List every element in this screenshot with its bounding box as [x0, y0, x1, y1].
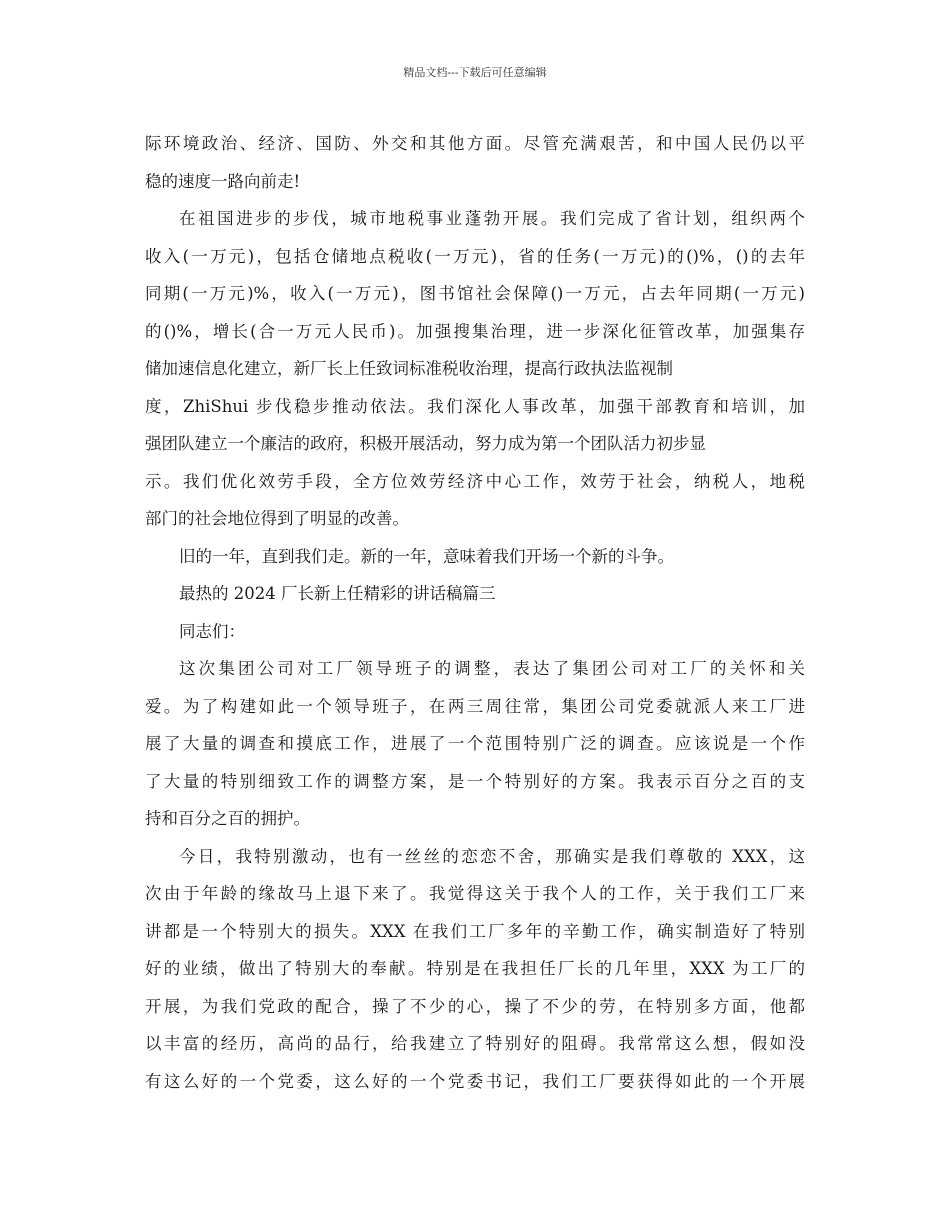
- document-body: [145, 125, 805, 1100]
- text-line: 今日，我特别激动，也有一丝丝的恋恋不舍，那确实是我们尊敬的 XXX，这: [179, 846, 805, 866]
- text-line: 收入(一万元)，包括仓储地点税收(一万元)，省的任务(一万元)的()%，()的去年: [145, 246, 805, 266]
- text-line: 次由于年龄的缘故马上退下来了。我觉得这关于我个人的工作，关于我们工厂来: [145, 884, 805, 903]
- text-line: 的()%，增长(合一万元人民币)。加强搜集治理，进一步深化征管改革，加强集存: [145, 321, 805, 341]
- text-line: 部门的社会地位得到了明显的改善。: [145, 509, 409, 528]
- text-line: 稳的速度一路向前走!: [145, 171, 301, 191]
- text-line: 旧的一年，直到我们走。新的一年，意味着我们开场一个新的斗争。: [179, 546, 674, 566]
- text-line: 讲都是一个特别大的损失。XXX 在我们工厂多年的辛勤工作，确实制造好了特别: [145, 921, 805, 941]
- text-line: 这次集团公司对工厂领导班子的调整，表达了集团公司对工厂的关怀和关: [179, 659, 805, 678]
- text-line: 爱。为了构建如此一个领导班子，在两三周往常，集团公司党委就派人来工厂进: [145, 696, 805, 716]
- text-line: 强团队建立一个廉洁的政府，积极开展活动，努力成为第一个团队活力初步显: [145, 434, 706, 453]
- text-line: 同期(一万元)%，收入(一万元)，图书馆社会保障()一万元，占去年同期(一万元): [145, 284, 805, 303]
- text-line: 持和百分之百的拥护。: [145, 809, 310, 828]
- text-line: 好的业绩，做出了特别大的奉献。特别是在我担任厂长的几年里，XXX 为工厂的: [145, 959, 805, 978]
- text-line: 际环境政治、经济、国防、外交和其他方面。尽管充满艰苦，和中国人民仍以平: [145, 134, 805, 153]
- text-line: 度，ZhiShui 步伐稳步推动依法。我们深化人事改革，加强干部教育和培训，加: [145, 396, 805, 416]
- text-line: 储加速信息化建立，新厂长上任致词标准税收治理，提高行政执法监视制: [145, 359, 673, 378]
- text-line: 展了大量的调查和摸底工作，进展了一个范围特别广泛的调查。应该说是一个作: [145, 734, 805, 753]
- text-line: 了大量的特别细致工作的调整方案，是一个特别好的方案。我表示百分之百的支: [145, 771, 805, 791]
- text-line: 以丰富的经历，高尚的品行，给我建立了特别好的阻碍。我常常这么想，假如没: [145, 1034, 805, 1053]
- text-line: 示。我们优化效劳手段，全方位效劳经济中心工作，效劳于社会，纳税人，地税: [145, 471, 805, 491]
- text-line: 最热的 2024 厂长新上任精彩的讲话稿篇三: [179, 584, 496, 603]
- text-line: 开展，为我们党政的配合，操了不少的心，操了不少的劳，在特别多方面，他都: [145, 996, 805, 1016]
- text-line: 同志们：: [179, 621, 245, 641]
- page-header: 精品文档---下载后可任意编辑: [403, 66, 547, 79]
- text-line: 在祖国进步的步伐，城市地税事业蓬勃开展。我们完成了省计划，组织两个: [179, 209, 805, 228]
- text-line: 有这么好的一个党委，这么好的一个党委书记，我们工厂要获得如此的一个开展: [145, 1071, 805, 1091]
